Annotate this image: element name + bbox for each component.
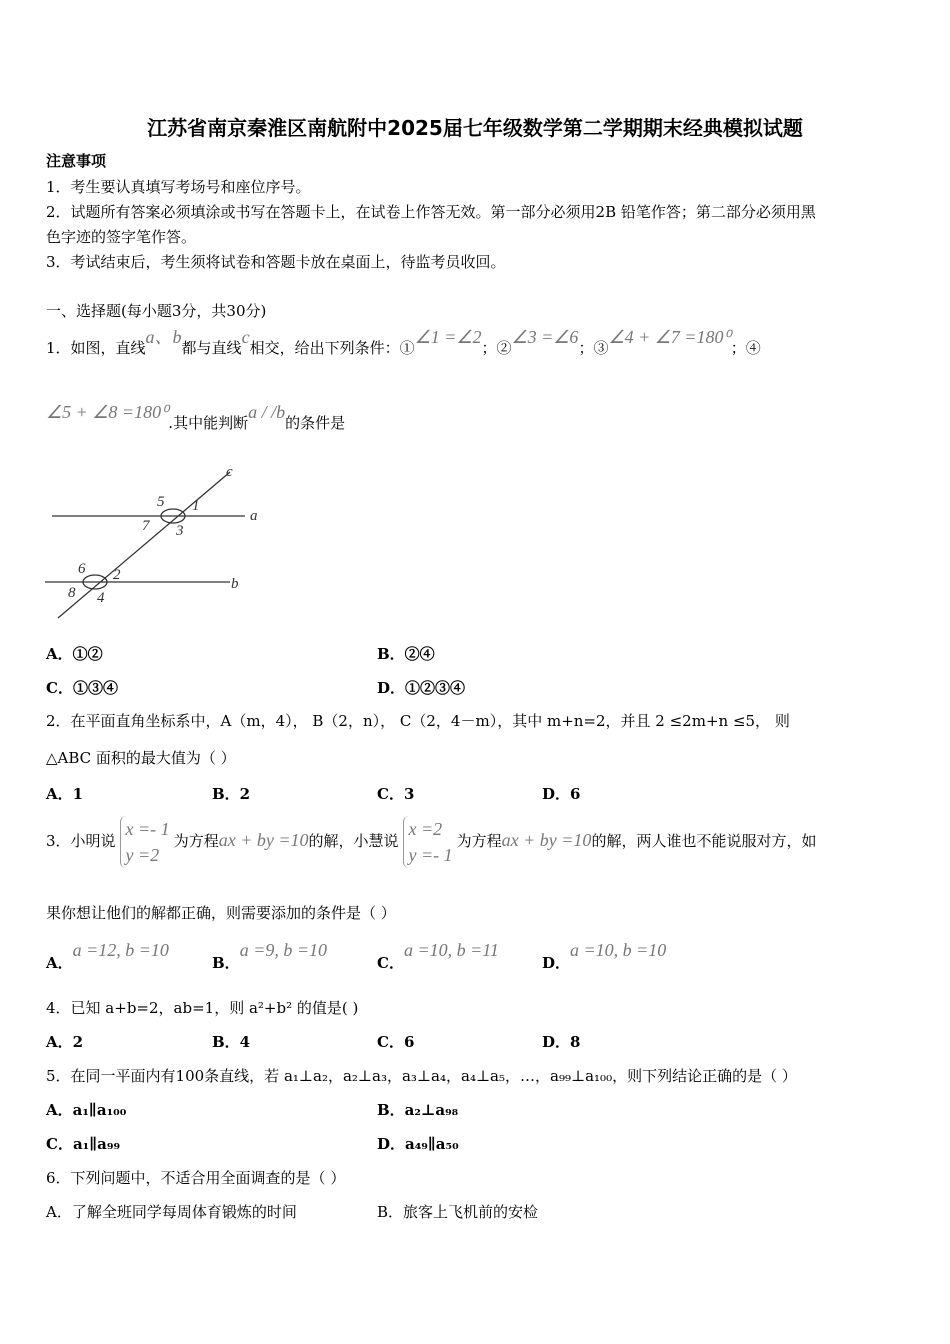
q4-option-c[interactable]: C．6 [377, 1033, 415, 1051]
q1-text: ；③ [578, 339, 609, 357]
q3-text: 3．小明说 [46, 832, 116, 850]
system-2 [403, 816, 453, 868]
q1-text: .其中能判断 [168, 414, 249, 432]
q3-option-b[interactable] [212, 940, 327, 972]
q4-option-a[interactable]: A．2 [46, 1033, 84, 1051]
q3-option-d[interactable] [542, 940, 667, 972]
q2-option-b[interactable]: B．2 [212, 785, 251, 803]
math: a =12, b =10 [72, 940, 169, 960]
option-label: D． [542, 954, 571, 972]
note-2: 2．试题所有答案必须填涂或书写在答题卡上，在试卷上作答无效。第一部分必须用2B 铅笔作答；第二部分必须用黑 [46, 203, 816, 221]
q1-text: ；④ [730, 339, 761, 357]
q1-text: 都与直线 [181, 339, 242, 357]
q3-line1 [46, 816, 816, 868]
label-1: 1 [192, 498, 200, 514]
q3-line2: 果你想让他们的解都正确，则需要添加的条件是（ ） [46, 904, 396, 922]
q1-option-c[interactable]: C．①③④ [46, 679, 118, 697]
label-8: 8 [68, 585, 76, 601]
math: ∠4 + ∠7 =180⁰ [608, 327, 731, 347]
q5-option-c[interactable]: C．a₁∥a₉₉ [46, 1135, 121, 1153]
q5-option-a[interactable]: A．a₁∥a₁₀₀ [46, 1101, 127, 1119]
exam-title: 江苏省南京秦淮区南航附中2025届七年级数学第二学期期末经典模拟试题 [147, 116, 803, 140]
label-7: 7 [142, 518, 150, 534]
q5-option-b[interactable]: B．a₂⊥a₉₈ [377, 1101, 459, 1119]
math: a、b [145, 327, 182, 347]
q3-option-a[interactable] [46, 940, 169, 972]
q1-text: 的条件是 [285, 414, 346, 432]
q2-line1: 2．在平面直角坐标系中，A（m，4）， B（2，n）， C（2，4－m），其中 m+n=2，并且 2 ≤2m+n ≤5， 则 [46, 712, 790, 730]
q1-option-b[interactable]: B．②④ [377, 645, 435, 663]
math: ax + by =10 [218, 830, 309, 850]
label-b: b [231, 576, 239, 592]
label-6: 6 [78, 561, 86, 577]
math: a =10, b =11 [403, 940, 499, 960]
q2-line2: △ABC 面积的最大值为（ ） [46, 749, 236, 767]
math: ∠1 =∠2 [414, 327, 482, 347]
option-label: A． [46, 954, 73, 972]
q5-option-d[interactable]: D．a₄₉∥a₅₀ [377, 1135, 459, 1153]
math: y =2 [125, 845, 160, 865]
label-c: c [226, 464, 233, 480]
q1-option-a[interactable]: A．①② [46, 645, 103, 663]
label-3: 3 [176, 523, 184, 539]
q1-text: ；② [481, 339, 512, 357]
note-2-cont: 色字迹的签字笔作答。 [46, 228, 197, 246]
q1-line1 [46, 327, 761, 358]
q3-text: 为方程 [173, 832, 219, 850]
q6-option-a[interactable]: A．了解全班同学每周体育锻炼的时间 [46, 1203, 297, 1221]
option-label: C． [377, 954, 404, 972]
q2-option-d[interactable]: D．6 [542, 785, 581, 803]
q6-option-b[interactable]: B．旅客上飞机前的安检 [377, 1203, 539, 1221]
q2-option-c[interactable]: C．3 [377, 785, 415, 803]
math: a =10, b =10 [570, 940, 667, 960]
q4-text: 4．已知 a+b=2，ab=1，则 a²+b² 的值是( ) [46, 999, 359, 1017]
label-a: a [250, 508, 258, 524]
note-3: 3．考试结束后，考生须将试卷和答题卡放在桌面上，待监考员收回。 [46, 253, 506, 271]
q1-text: 1．如图，直线 [46, 339, 146, 357]
q1-option-d[interactable]: D．①②③④ [377, 679, 466, 697]
math: x =- 1 [125, 819, 170, 839]
math: ax + by =10 [501, 830, 592, 850]
q3-option-c[interactable] [377, 940, 499, 972]
q5-text: 5．在同一平面内有100条直线，若 a₁⊥a₂，a₂⊥a₃，a₃⊥a₄，a₄⊥a₅，…，a₉₉⊥a₁₀₀，则下列结论正确的是（ ） [46, 1067, 797, 1085]
label-2: 2 [113, 567, 121, 583]
section-heading: 一、选择题(每小题3分，共30分) [46, 302, 267, 320]
q4-option-d[interactable]: D．8 [542, 1033, 581, 1051]
math: a =9, b =10 [239, 940, 327, 960]
q1-text: 相交，给出下列条件：① [249, 339, 415, 357]
q3-text: 的解，两人谁也不能说服对方，如 [591, 832, 817, 850]
option-label: B． [212, 954, 240, 972]
math: y =- 1 [408, 845, 453, 865]
math: x =2 [408, 819, 443, 839]
q1-line2 [46, 402, 346, 433]
q6-text: 6．下列问题中，不适合用全面调查的是（ ） [46, 1169, 346, 1187]
label-4: 4 [97, 590, 105, 606]
math: ∠5 + ∠8 =180⁰ [46, 402, 169, 422]
math: a / /b [248, 402, 286, 422]
q4-option-b[interactable]: B．4 [212, 1033, 251, 1051]
notes-heading: 注意事项 [46, 152, 107, 170]
system-1 [120, 816, 170, 868]
parallel-lines-figure [40, 460, 270, 625]
note-1: 1．考生要认真填写考场号和座位序号。 [46, 178, 311, 196]
label-5: 5 [157, 494, 165, 510]
q3-text: 的解，小慧说 [308, 832, 399, 850]
q3-text: 为方程 [456, 832, 502, 850]
q2-option-a[interactable]: A．1 [46, 785, 84, 803]
math: c [241, 327, 250, 347]
math: ∠3 =∠6 [511, 327, 579, 347]
